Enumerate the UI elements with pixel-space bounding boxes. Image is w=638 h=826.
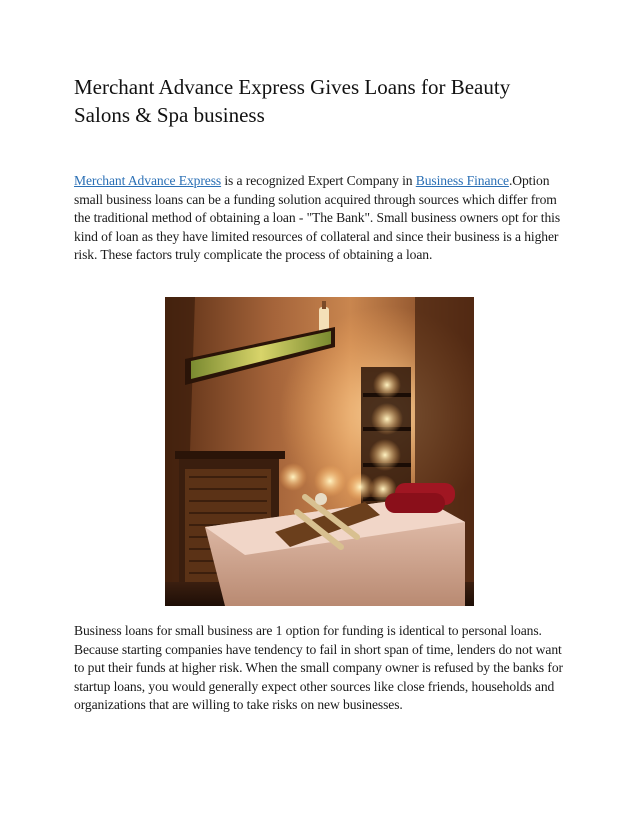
intro-text-part-1: is a recognized Expert Company in <box>221 173 416 188</box>
page-title: Merchant Advance Express Gives Loans for Beauty Salons & Spa business <box>74 75 511 127</box>
business-finance-link[interactable]: Business Finance <box>415 173 509 188</box>
body-paragraph: Business loans for small business are 1 option for funding is identical to personal loans. Because starting companies have tendency to fail in short span of time, lenders do not want to put their funds at higher risk. When the small company owner is refused by the banks for startup loans, you would generally expect other sources like close friends, households and organizations that are willing to take risks on new businesses. <box>74 623 563 713</box>
spa-room-image <box>165 297 474 606</box>
intro-text-part-2: .Option small business loans can be a funding solution acquired through sources which differ from the traditional method of obtaining a loan - "The Bank". Small business owners opt for this kind of loan as they have limited resources of collateral and since their business is a higher risk. These factors truly complicate the process of obtaining a loan. <box>74 173 561 263</box>
merchant-advance-express-link[interactable]: Merchant Advance Express <box>74 173 222 188</box>
intro-paragraph <box>74 172 570 265</box>
